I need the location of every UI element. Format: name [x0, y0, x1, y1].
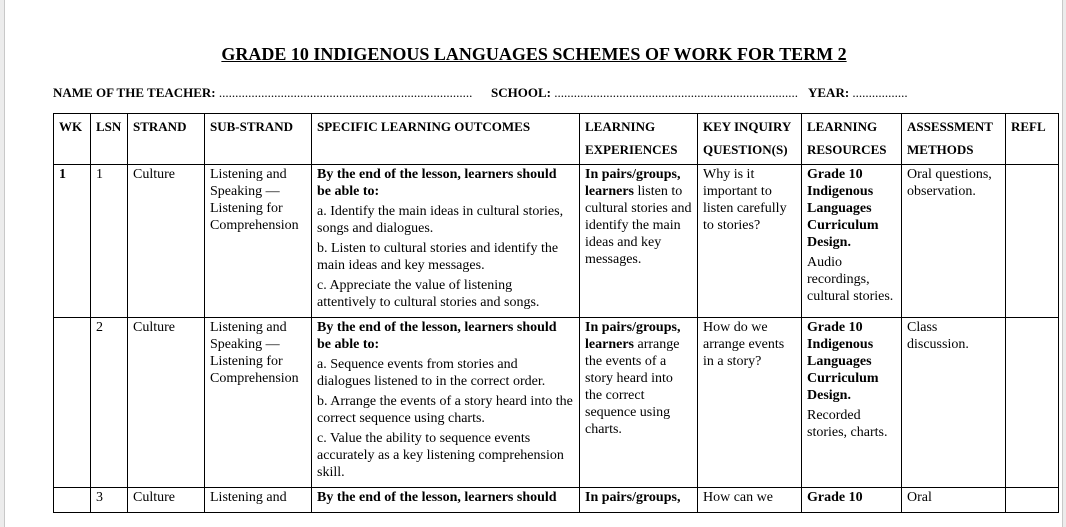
cell-learning-outcomes: By the end of the lesson, learners should be able to: a. Sequence events from stories and dialogues listened to in the correct order. b. Arrange the events of a story heard into the correct sequence using charts. c. Value the ability to sequence events accurately as a key listening comprehension skill.: [312, 318, 580, 488]
cell-sub-strand: Listening and Speaking — Listening for Comprehension: [205, 318, 312, 488]
school-blank: ...........................................................................: [554, 85, 798, 100]
table-header-row: [54, 114, 1059, 165]
cell-strand: Culture: [128, 488, 205, 513]
cell-strand: Culture: [128, 318, 205, 488]
teacher-label: NAME OF THE TEACHER:: [53, 85, 216, 100]
year-label: YEAR:: [808, 85, 850, 100]
cell-reflection[interactable]: [1006, 165, 1059, 318]
teacher-blank: ..............................................................................: [218, 85, 473, 100]
header-wk: WK: [54, 114, 91, 165]
cell-strand: Culture: [128, 165, 205, 318]
cell-key-inquiry: Why is it important to listen carefully to stories?: [698, 165, 802, 318]
cell-wk: [54, 318, 91, 488]
cell-assessment: Oral questions, observation.: [902, 165, 1006, 318]
document-title: GRADE 10 INDIGENOUS LANGUAGES SCHEMES OF WORK FOR TERM 2: [221, 44, 847, 64]
cell-learning-resources: Grade 10 Indigenous Languages Curriculum Design. Recorded stories, charts.: [802, 318, 902, 488]
cell-learning-experiences: In pairs/groups,: [580, 488, 698, 513]
table-row: [54, 165, 1059, 318]
header-assessment: ASSESSMENT METHODS: [902, 114, 1006, 165]
school-field[interactable]: [491, 85, 798, 101]
header-strand: STRAND: [128, 114, 205, 165]
scheme-of-work-table: [53, 113, 1059, 513]
table-row: [54, 318, 1059, 488]
cell-learning-outcomes: By the end of the lesson, learners should: [312, 488, 580, 513]
header-learning-resources: LEARNING RESOURCES: [802, 114, 902, 165]
header-learning-outcomes: SPECIFIC LEARNING OUTCOMES: [312, 114, 580, 165]
cell-reflection[interactable]: [1006, 318, 1059, 488]
year-field[interactable]: [808, 85, 908, 101]
cell-wk: [54, 488, 91, 513]
header-lsn: LSN: [91, 114, 128, 165]
cell-sub-strand: Listening and: [205, 488, 312, 513]
cell-assessment: Class discussion.: [902, 318, 1006, 488]
cell-key-inquiry: How do we arrange events in a story?: [698, 318, 802, 488]
cell-lsn: 2: [91, 318, 128, 488]
header-reflection: REFL: [1006, 114, 1059, 165]
header-learning-experiences: LEARNING EXPERIENCES: [580, 114, 698, 165]
year-blank: .................: [852, 85, 908, 100]
cell-reflection[interactable]: [1006, 488, 1059, 513]
cell-lsn: 3: [91, 488, 128, 513]
header-key-inquiry: KEY INQUIRY QUESTION(S): [698, 114, 802, 165]
document-page: [4, 0, 1063, 527]
cell-learning-experiences: In pairs/groups, learners arrange the events of a story heard into the correct sequence using charts.: [580, 318, 698, 488]
teacher-name-field[interactable]: [53, 85, 472, 101]
header-sub-strand: SUB-STRAND: [205, 114, 312, 165]
school-label: SCHOOL:: [491, 85, 551, 100]
cell-sub-strand: Listening and Speaking — Listening for Comprehension: [205, 165, 312, 318]
cell-learning-experiences: In pairs/groups, learners listen to cultural stories and identify the main ideas and key messages.: [580, 165, 698, 318]
cell-wk: 1: [54, 165, 91, 318]
cell-lsn: 1: [91, 165, 128, 318]
cell-assessment: Oral: [902, 488, 1006, 513]
cell-learning-resources: Grade 10: [802, 488, 902, 513]
table-row: [54, 488, 1059, 513]
cell-key-inquiry: How can we: [698, 488, 802, 513]
cell-learning-resources: Grade 10 Indigenous Languages Curriculum Design. Audio recordings, cultural stories.: [802, 165, 902, 318]
cell-learning-outcomes: By the end of the lesson, learners should be able to: a. Identify the main ideas in cultural stories, songs and dialogues. b. Listen to cultural stories and identify the main ideas and key messages. c. Appreciate the value of listening attentively to cultural stories and songs.: [312, 165, 580, 318]
